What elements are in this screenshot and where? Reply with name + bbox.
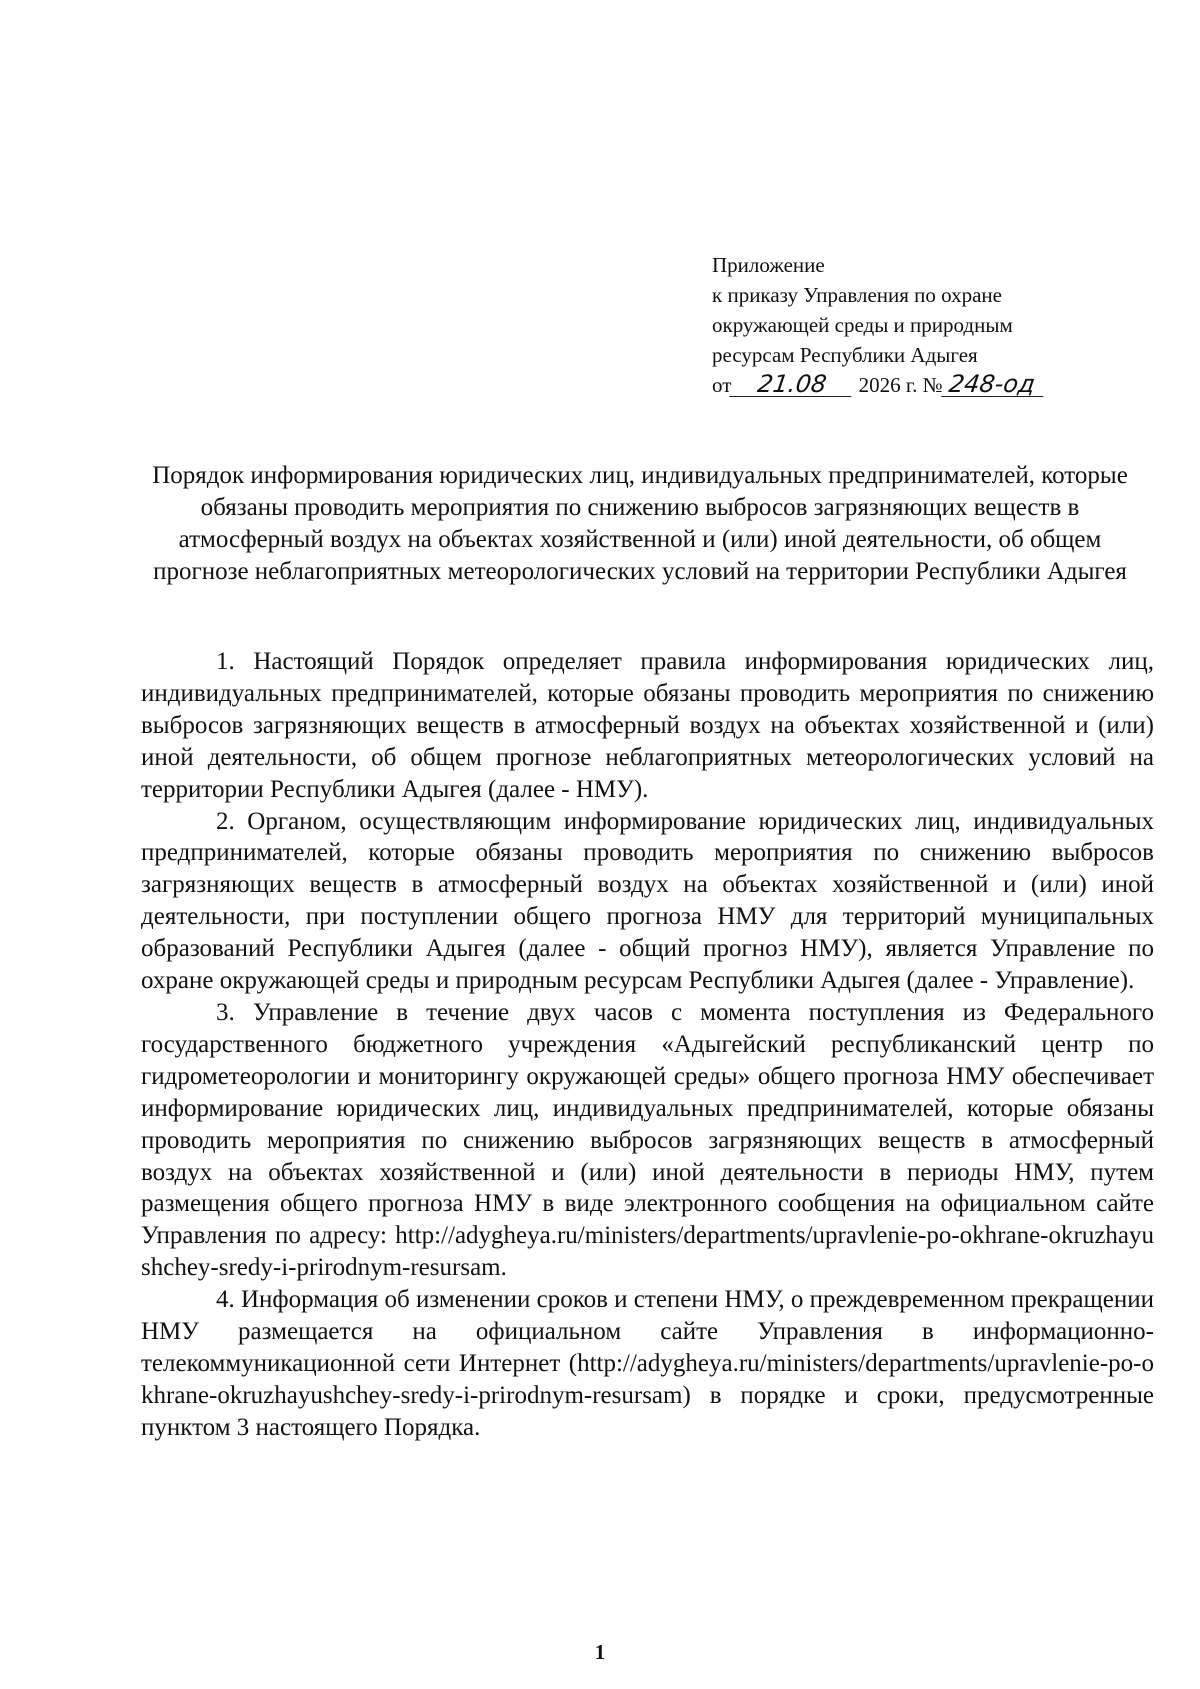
- appendix-order-line: [712, 370, 1132, 400]
- handwritten-date: 21.08: [730, 372, 856, 397]
- paragraph-4-url: (http://adygheya.ru/ministers/departments/upravlenie-po-okhrane-okruzhayushchey-sredy-i-prirodnym-resursam): [141, 1349, 1155, 1409]
- from-label: от: [712, 373, 732, 397]
- paragraph-3-text: 3. Управление в течение двух часов с момента поступления из Федерального государственного бюджетного учреждения «Адыгейский республиканский центр по гидрометеорологии и мониторингу окружающей среды» общего прогноза НМУ обеспечивает информирование юридических лиц, индивидуальных предпринимателей, которые обязаны проводить мероприятия по снижению выбросов загрязняющих веществ в атмосферный воздух на объектах хозяйственной и (или) иной деятельности в периоды НМУ, путем размещения общего прогноза НМУ в виде электронного сообщения на официальном сайте Управления по адресу:: [141, 998, 1154, 1250]
- paragraph-4-text: 4. Информация об изменении сроков и степени НМУ, о преждевременном прекращении НМУ размещается на официальном сайте Управления в информационно-телекоммуникационной сети Интернет: [141, 1286, 1155, 1377]
- paragraph-3-url: http://adygheya.ru/ministers/departments/upravlenie-po-okhrane-okruzhayushchey-sredy-i-prirodnym-resursam.: [141, 1222, 1155, 1282]
- appendix-line-1: Приложение: [712, 253, 825, 277]
- paragraph-2: 2. Органом, осуществляющим информирование юридических лиц, индивидуальных предпринимателей, которые обязаны проводить мероприятия по снижению выбросов загрязняющих веществ в атмосферный воздух на объектах хозяйственной и (или) иной деятельности, при поступлении общего прогноза НМУ для территорий муниципальных образований Республики Адыгея (далее - общий прогноз НМУ), является Управление по охране окружающей среды и природным ресурсам Республики Адыгея (далее - Управление).: [141, 807, 1154, 995]
- paragraph-4: [141, 1284, 1154, 1444]
- year-text: 2026 г. №: [858, 373, 943, 397]
- paragraph-1: 1. Настоящий Порядок определяет правила информирования юридических лиц, индивидуальных предпринимателей, которые обязаны проводить мероприятия по снижению выбросов загрязняющих веществ в атмосферный воздух на объектах хозяйственной и (или) иной деятельности, об общем прогнозе неблагоприятных метеорологических условий на территории Республики Адыгея (далее - НМУ).: [141, 648, 1154, 803]
- document-body: [141, 646, 1154, 1444]
- appendix-line-3: окружающей среды и природным: [712, 313, 1013, 337]
- paragraph-4-tail: в порядке и сроки, предусмотренные пунктом 3 настоящего Порядка.: [141, 1381, 1155, 1441]
- appendix-line-2: к приказу Управления по охране: [712, 283, 1002, 307]
- page-number: 1: [594, 1640, 606, 1664]
- appendix-line-4: ресурсам Республики Адыгея: [712, 343, 978, 367]
- paragraph-3: [141, 997, 1154, 1284]
- handwritten-order-number: 248-од: [941, 372, 1047, 397]
- appendix-header: [712, 250, 1132, 400]
- document-title: Порядок информирования юридических лиц, индивидуальных предпринимателей, которые обязаны проводить мероприятия по снижению выбросов загрязняющих веществ в атмосферный воздух на объектах хозяйственной и (или) иной деятельности, об общем прогнозе неблагоприятных метеорологических условий на территории Республики Адыгея: [152, 462, 1128, 585]
